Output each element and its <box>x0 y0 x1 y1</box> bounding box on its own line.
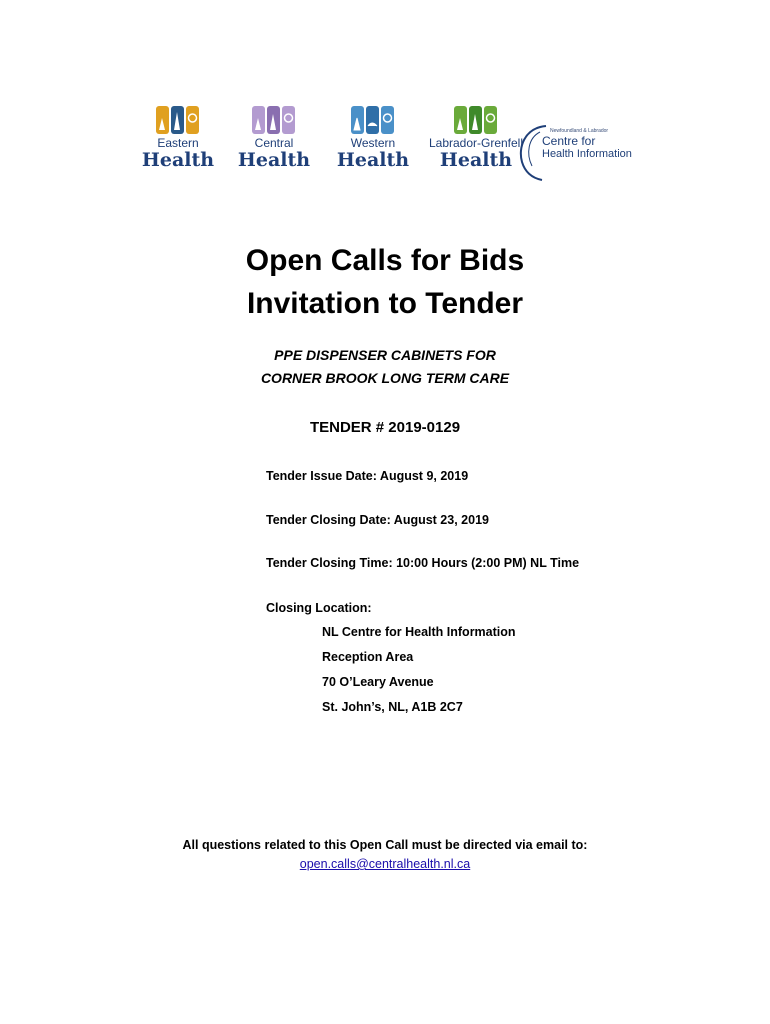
central-health-logo <box>236 104 312 170</box>
contact-email-link[interactable]: open.calls@centralhealth.nl.ca <box>299 857 471 871</box>
closing-location-label: Closing Location: <box>266 601 372 615</box>
tender-number: TENDER # 2019-0129 <box>309 419 461 436</box>
closing-location-line: Reception Area <box>322 650 414 664</box>
eastern-logo-line1: Eastern <box>157 136 199 150</box>
tender-closing-date: Tender Closing Date: August 23, 2019 <box>266 513 489 527</box>
tender-subject-line2: CORNER BROOK LONG TERM CARE <box>260 370 510 386</box>
tender-closing-time: Tender Closing Time: 10:00 Hours (2:00 PM) NL Time <box>266 556 580 570</box>
chi-logo-line2: Health Information <box>542 148 632 160</box>
eastern-logo-line2: Health <box>141 149 215 171</box>
document-subtitle: Invitation to Tender <box>246 287 524 320</box>
closing-location-line: 70 O’Leary Avenue <box>322 675 434 689</box>
labrador-logo-line2: Health <box>439 149 513 171</box>
eastern-health-logo <box>136 104 220 170</box>
contact-instructions: All questions related to this Open Call must be directed via email to: <box>182 838 588 852</box>
closing-location-line: St. John’s, NL, A1B 2C7 <box>322 700 463 714</box>
closing-location-line: NL Centre for Health Information <box>322 625 516 639</box>
western-health-emblem <box>350 104 396 136</box>
chi-logo-small-text: Newfoundland & Labrador <box>550 128 609 134</box>
western-health-logo <box>332 104 414 170</box>
labrador-grenfell-health-logo <box>428 104 524 170</box>
centre-for-health-information-logo <box>516 122 642 184</box>
central-logo-line1: Central <box>254 136 294 150</box>
chi-logo-line1: Centre for <box>542 134 596 148</box>
central-logo-line2: Health <box>237 149 311 171</box>
central-health-emblem <box>251 104 297 136</box>
document-title: Open Calls for Bids <box>245 244 525 277</box>
eastern-health-emblem <box>155 104 201 136</box>
western-logo-line1: Western <box>350 136 396 150</box>
tender-issue-date: Tender Issue Date: August 9, 2019 <box>266 469 469 483</box>
tender-subject-line1: PPE DISPENSER CABINETS FOR <box>274 347 496 363</box>
contact-email-row <box>0 855 770 873</box>
labrador-logo-line1: Labrador-Grenfell <box>428 136 524 150</box>
western-logo-line2: Health <box>336 149 410 171</box>
labrador-grenfell-emblem <box>453 104 499 136</box>
health-authority-logos <box>136 104 636 184</box>
